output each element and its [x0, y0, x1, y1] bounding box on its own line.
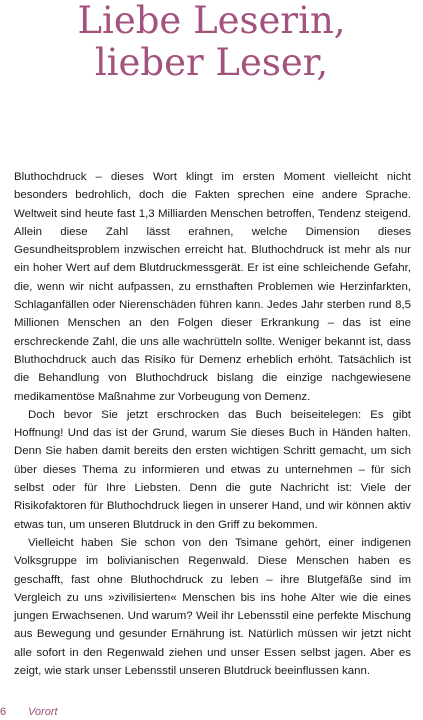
section-name: Vorort — [28, 706, 58, 718]
heading-line-1: Liebe Leserin, — [77, 0, 346, 42]
body-text — [14, 168, 411, 680]
page-heading — [0, 0, 423, 84]
paragraph-2: Doch bevor Sie jetzt erschrocken das Buch beiseitelegen: Es gibt Hoffnung! Und das ist der Grund, warum Sie dieses Buch in Händen halten. Denn Sie haben damit bereits den ersten wichtigen Schritt gemacht, um sich über dieses Thema zu informieren und etwas zu unternehmen – für sich selbst oder für Ihre Liebsten. Denn die gute Nachricht ist: Viele der Risikofaktoren für Bluthochdruck liegen in unserer Hand, und wir können aktiv etwas tun, um unseren Blutdruck in den Griff zu bekommen. — [14, 408, 411, 531]
heading-line-2: lieber Leser, — [94, 41, 329, 84]
paragraph-1: Bluthochdruck – dieses Wort klingt im ersten Moment vielleicht nicht besonders bedrohlich, doch die Fakten sprechen eine andere Sprache. Weltweit sind heute fast 1,3 Milliarden Menschen betroffen, Tendenz steigend. Allein diese Zahl lässt erahnen, welche Dimension dieses Gesundheitsproblem inzwischen erreicht hat. Bluthochdruck ist mehr als nur ein hoher Wert auf dem Blutdruckmessgerät. Er ist eine schleichende Gefahr, die, wenn wir nicht aufpassen, zu ernsthaften Problemen wie Herzinfarkten, Schlaganfällen oder Nierenschäden führen kann. Jedes Jahr sterben rund 8,5 Millionen Menschen an den Folgen dieser Erkrankung – das ist eine erschreckende Zahl, die uns alle wachrütteln sollte. Weniger bekannt ist, dass Bluthochdruck auch das Risiko für Demenz erheblich erhöht. Tatsächlich ist die Behandlung von Bluthochdruck bislang die einzige nachgewiesene medikamentöse Maßnahme zur Vorbeugung von Demenz. — [14, 171, 411, 403]
page-footer — [0, 706, 58, 718]
paragraph-3: Vielleicht haben Sie schon von den Tsimane gehört, einer indigenen Volksgruppe im bolivianischen Regenwald. Diese Menschen haben es geschafft, fast ohne Bluthochdruck zu leben – ihre Blutgefäße sind im Vergleich zu uns »zivilisierten« Menschen bis ins hohe Alter wie die eines jungen Erwachsenen. Und warum? Weil ihr Lebensstil eine perfekte Mischung aus Bewegung und gesunder Ernährung ist. Natürlich müssen wir jetzt nicht alle sofort in den Regenwald ziehen und unser Essen selbst jagen. Aber es zeigt, wie stark unser Lebensstil unseren Blutdruck beeinflussen kann. — [14, 536, 411, 678]
page-number: 6 — [0, 706, 7, 718]
